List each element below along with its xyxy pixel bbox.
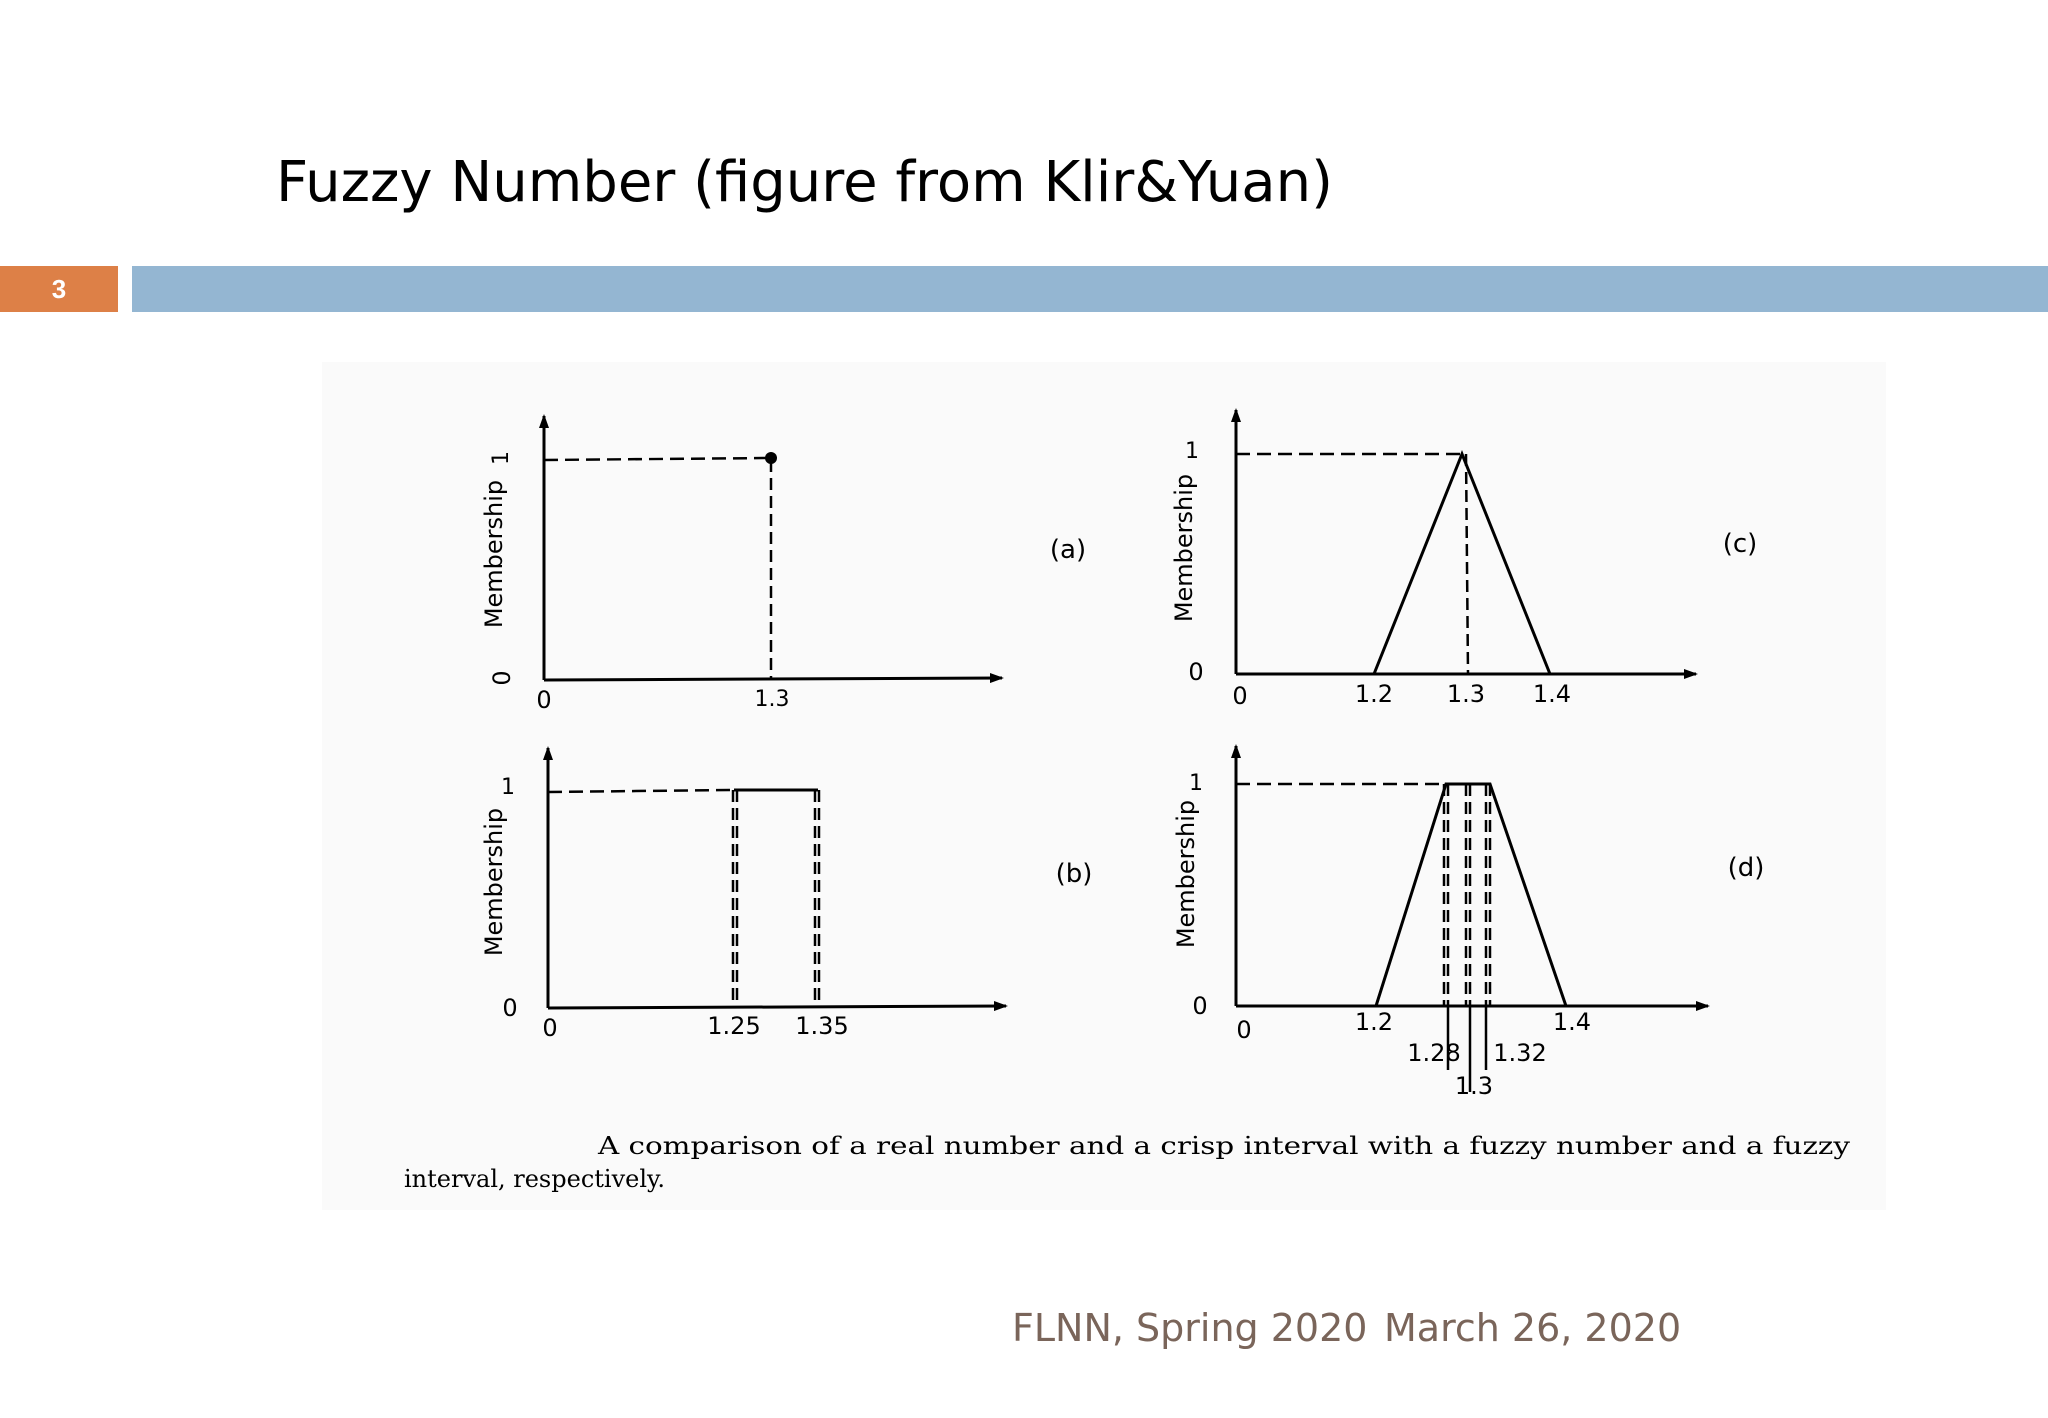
panel-c-xtick-1-4: 1.4 [1532, 680, 1572, 708]
panel-a-ytick-1: 1 [489, 451, 514, 465]
panel-b-label: (b) [1055, 859, 1093, 889]
panel-d-xtick-1-28: 1.28 [1407, 1039, 1461, 1067]
panel-d [1172, 746, 1764, 1100]
panel-d-origin-label: 0 [1236, 1016, 1252, 1044]
panel-a-origin-label: 0 [536, 686, 552, 714]
panel-c-ylabel: Membership [1170, 473, 1198, 623]
figure-image [322, 362, 1886, 1210]
panel-d-label: (d) [1727, 853, 1765, 883]
panel-d-ylabel: Membership [1172, 799, 1200, 949]
slide-title: Fuzzy Number (figure from Klir&Yuan) [276, 150, 1333, 215]
panel-a-xtick-1-3: 1.3 [754, 687, 790, 712]
panel-d-xtick-1-32: 1.32 [1493, 1039, 1547, 1067]
panel-c-triangle [1374, 454, 1550, 674]
panel-c-origin-label: 0 [1232, 682, 1248, 710]
panel-a-ytick-0: 0 [488, 670, 516, 686]
footer-date: March 26, 2020 [1384, 1306, 1682, 1350]
panel-c-label: (c) [1722, 529, 1758, 559]
panel-b-ytick-0: 0 [502, 994, 518, 1022]
footer-course: FLNN, Spring 2020 [1012, 1306, 1368, 1350]
panel-d-ytick-1: 1 [1189, 771, 1203, 796]
panel-c-xtick-1-2: 1.2 [1354, 680, 1394, 708]
panel-d-ytick-0: 0 [1192, 992, 1208, 1020]
panel-b-ylabel: Membership [480, 807, 508, 957]
panel-a [480, 416, 1086, 714]
panel-c [1170, 410, 1757, 710]
slide-number: 3 [0, 266, 118, 312]
panel-d-xtick-1-2: 1.2 [1354, 1008, 1394, 1036]
panel-d-xtick-1-4: 1.4 [1552, 1008, 1592, 1036]
panel-a-ylabel: Membership [480, 479, 508, 629]
panel-c-ytick-1: 1 [1185, 439, 1199, 464]
panel-b [480, 748, 1092, 1042]
panel-b-ytick-1: 1 [501, 775, 515, 800]
panel-c-ytick-0: 0 [1188, 658, 1204, 686]
panel-b-xtick-1-25: 1.25 [707, 1012, 761, 1040]
panel-b-x-axis [548, 1006, 1006, 1008]
panel-a-label: (a) [1049, 535, 1087, 565]
panel-c-xtick-1-3: 1.3 [1446, 680, 1486, 708]
panel-b-xtick-1-35: 1.35 [795, 1012, 849, 1040]
title-bar [132, 266, 2048, 312]
panel-a-point [765, 452, 777, 464]
figure-caption-line2: interval, respectively. [404, 1165, 666, 1193]
panel-b-origin-label: 0 [542, 1014, 558, 1042]
figure-caption-line1: A comparison of a real number and a crisp interval with a fuzzy number and a fuzzy [596, 1132, 1851, 1160]
panel-a-x-axis [544, 678, 1002, 680]
panel-d-xtick-1-3: 1.3 [1454, 1072, 1494, 1100]
